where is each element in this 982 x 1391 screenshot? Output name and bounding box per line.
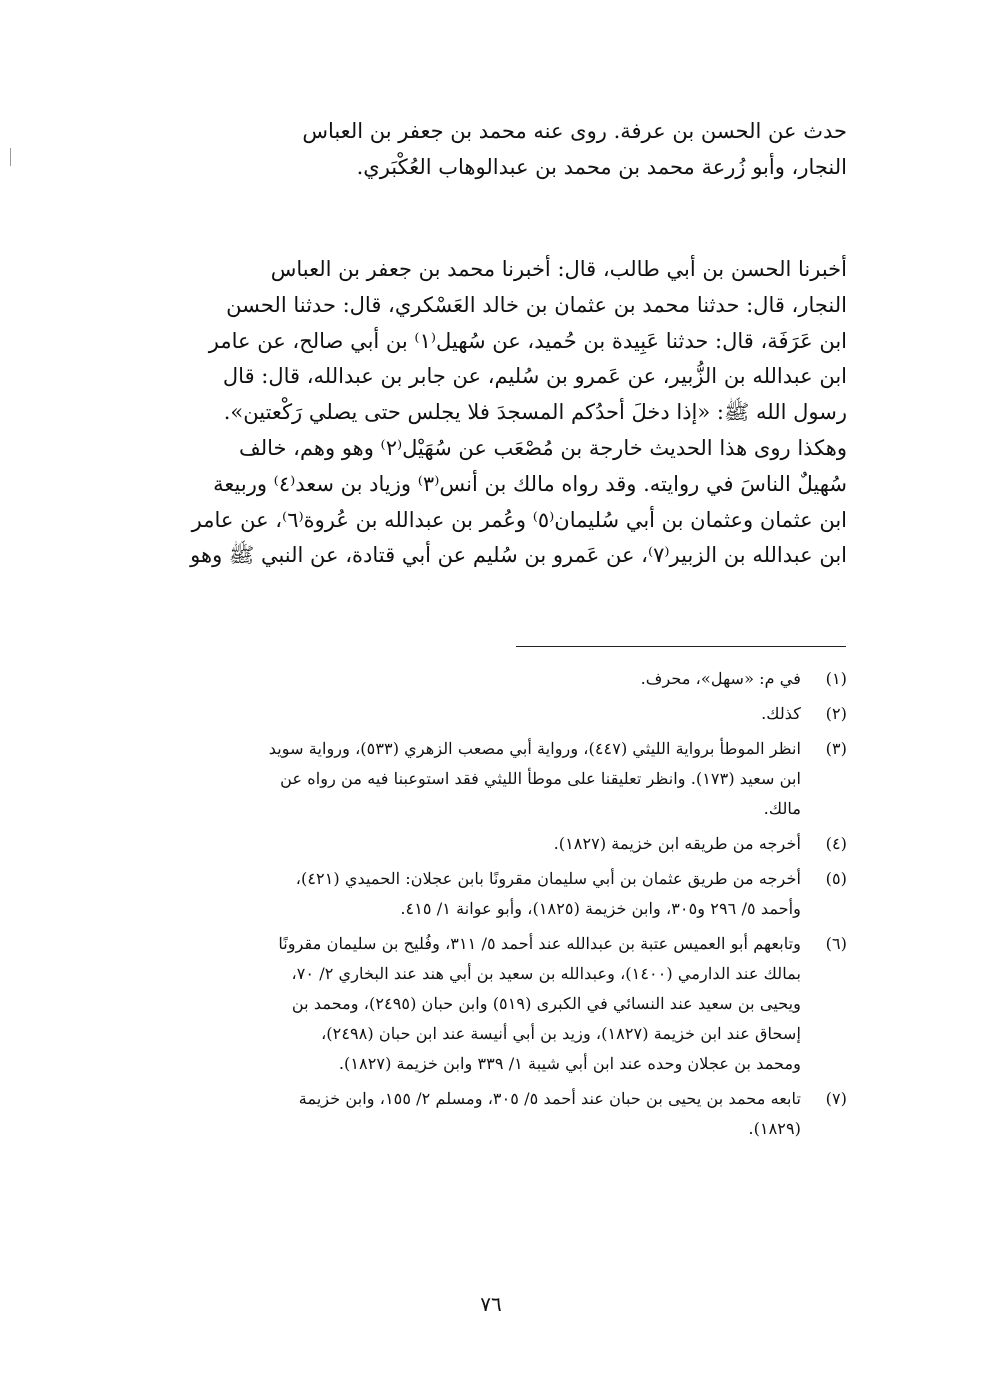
main-line: ابن عثمان وعثمان بن أبي سُليمان⁽٥⁾ وعُمر بن عبدالله بن عُروة⁽٦⁾، عن عامر: [191, 507, 847, 532]
footnote-line: كذلك.: [761, 704, 801, 723]
intro-line: حدث عن الحسن بن عرفة. روى عنه محمد بن جعفر بن العباس: [302, 119, 847, 143]
footnote-line: بمالك عند الدارمي (١٤٠٠)، وعبدالله بن سعيد بن أبي هند عند البخاري ٢/ ٧٠،: [291, 964, 801, 983]
footnote-number: (٣): [825, 739, 847, 758]
main-line: ابن عَرَفَة، قال: حدثنا عَبِيدة بن حُميد، عن سُهيل⁽١⁾ بن أبي صالح، عن عامر: [208, 328, 847, 353]
footnote-line: إسحاق عند ابن خزيمة (١٨٢٧)، وزيد بن أبي أنيسة عند ابن حبان (٢٤٩٨)،: [321, 1024, 801, 1043]
footnote-separator: [516, 646, 846, 647]
footnote-line: وتابعهم أبو العميس عتبة بن عبدالله عند أحمد ٥/ ٣١١، وفُليح بن سليمان مقرونًا: [278, 934, 801, 953]
footnote-number: (٥): [825, 869, 847, 888]
intro-paragraph: [135, 113, 847, 185]
main-line: وهكذا روى هذا الحديث خارجة بن مُصْعَب عن سُهَيْل⁽٢⁾ وهو وهم، خالف: [238, 435, 847, 460]
footnote-number: (٤): [825, 834, 847, 853]
footnote-text: [135, 734, 801, 824]
footnote-text: [135, 1084, 801, 1144]
footnote-2: [135, 699, 847, 729]
footnotes: [135, 664, 847, 1149]
footnote-1: [135, 664, 847, 694]
footnote-line: تابعه محمد بن يحيى بن حبان عند أحمد ٥/ ٣٠٥، ومسلم ٢/ ١٥٥، وابن خزيمة: [298, 1089, 801, 1108]
footnote-line: ابن سعيد (١٧٣). وانظر تعليقنا على موطأ الليثي فقد استوعبنا فيه من رواه عن: [280, 769, 801, 788]
footnote-5: [135, 864, 847, 924]
footnote-number: (٢): [825, 704, 847, 723]
footnote-line: وأحمد ٥/ ٢٩٦ و٣٠٥، وابن خزيمة (١٨٢٥)، وأبو عوانة ١/ ٤١٥.: [400, 899, 801, 918]
footnote-line: أخرجه من طريقه ابن خزيمة (١٨٢٧).: [553, 834, 801, 853]
footnote-text: [135, 829, 801, 859]
main-line: رسول الله ﷺ: «إذا دخلَ أحدُكم المسجدَ فلا يجلس حتى يصلي رَكْعتين».: [223, 400, 847, 425]
scan-edge-mark: [10, 148, 11, 166]
footnote-line: ويحيى بن سعيد عند النسائي في الكبرى (٥١٩) وابن حبان (٢٤٩٥)، ومحمد بن: [291, 994, 801, 1013]
footnote-text: [135, 864, 801, 924]
intro-line: النجار، وأبو زُرعة محمد بن محمد بن عبدالوهاب العُكْبَري.: [356, 155, 847, 179]
footnote-text: [135, 664, 801, 694]
footnote-3: [135, 734, 847, 824]
main-line: ابن عبدالله بن الزبير⁽٧⁾، عن عَمرو بن سُليم عن أبي قتادة، عن النبي ﷺ وهو: [190, 543, 847, 568]
footnote-line: في م: «سهل»، محرف.: [640, 669, 801, 688]
main-line: سُهيلٌ الناسَ في روايته. وقد رواه مالك بن أنس⁽٣⁾ وزياد بن سعد⁽٤⁾ وربيعة: [213, 471, 847, 496]
footnote-line: ومحمد بن عجلان وحده عند ابن أبي شيبة ١/ ٣٣٩ وابن خزيمة (١٨٢٧).: [338, 1054, 801, 1073]
footnote-number: (٧): [825, 1089, 847, 1108]
footnote-7: [135, 1084, 847, 1144]
main-line: أخبرنا الحسن بن أبي طالب، قال: أخبرنا محمد بن جعفر بن العباس: [270, 257, 847, 281]
page-number: ٧٦: [480, 1292, 502, 1316]
footnote-line: مالك.: [763, 799, 801, 818]
main-line: النجار، قال: حدثنا محمد بن عثمان بن خالد العَسْكري، قال: حدثنا الحسن: [226, 292, 847, 317]
footnote-number: (١): [825, 669, 847, 688]
footnote-line: انظر الموطأ برواية الليثي (٤٤٧)، ورواية أبي مصعب الزهري (٥٣٣)، ورواية سويد: [268, 739, 801, 758]
footnote-line: أخرجه من طريق عثمان بن أبي سليمان مقرونًا بابن عجلان: الحميدي (٤٢١)،: [295, 869, 801, 888]
main-paragraph: [135, 252, 847, 574]
footnote-text: [135, 699, 801, 729]
footnote-4: [135, 829, 847, 859]
footnote-6: [135, 929, 847, 1079]
footnote-number: (٦): [825, 934, 847, 953]
footnote-text: [135, 929, 801, 1079]
footnote-line: (١٨٢٩).: [748, 1119, 801, 1138]
main-line: ابن عبدالله بن الزُّبير، عن عَمرو بن سُليم، عن جابر بن عبدالله، قال: قال: [222, 364, 847, 389]
